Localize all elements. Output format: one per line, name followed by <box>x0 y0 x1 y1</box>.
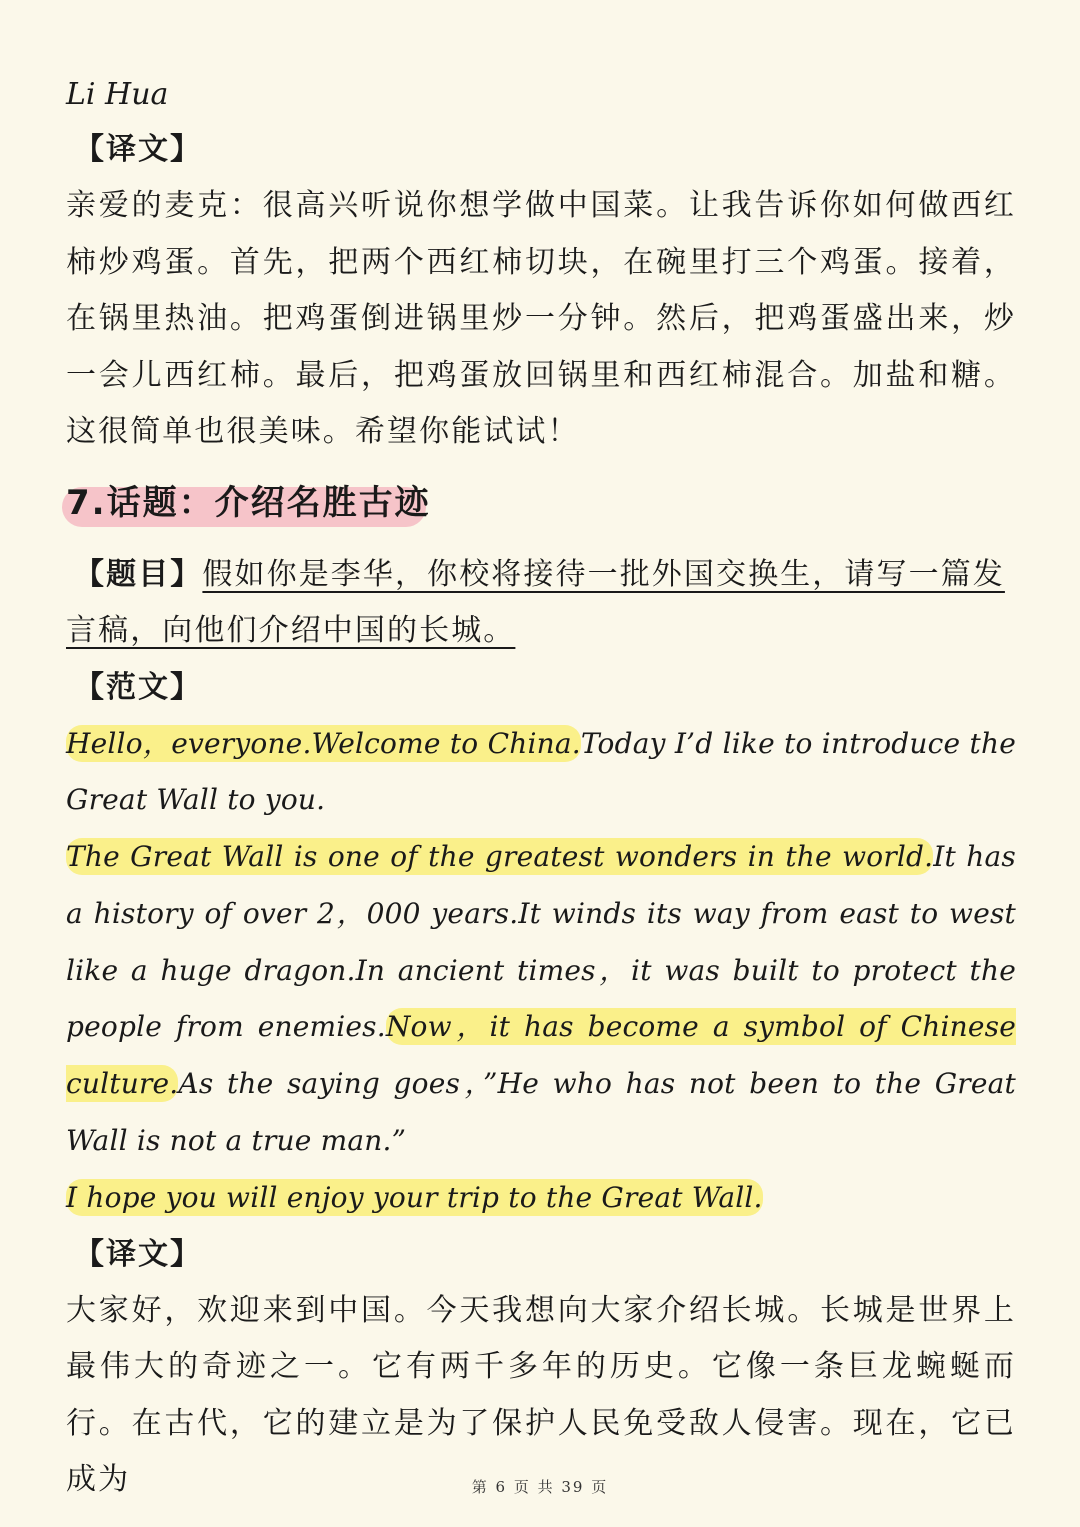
translation-paragraph: 亲爱的麦克：很高兴听说你想学做中国菜。让我告诉你如何做西红柿炒鸡蛋。首先，把两个西红柿切块，在碗里打三个鸡蛋。接着，在锅里热油。把鸡蛋倒进锅里炒一分钟。然后，把鸡蛋盛出来，炒一会儿西红柿。最后，把鸡蛋放回锅里和西红柿混合。加盐和糖。这很简单也很美味。希望你能试试！ <box>66 188 1016 449</box>
topic-heading-block <box>66 473 1016 537</box>
essay-paragraph-3 <box>66 1170 1016 1227</box>
model-essay-label: 【范文】 <box>74 669 202 705</box>
topic-heading: 7.话题：介绍名胜古迹 <box>66 482 431 523</box>
letter-signature: Li Hua <box>66 77 169 112</box>
essay-highlight: I hope you will enjoy your trip to the Great Wall. <box>66 1180 763 1214</box>
prompt-text: 假如你是李华，你校将接待一批外国交换生，请写一篇发言稿，向他们介绍中国的长城。 <box>66 556 1005 648</box>
prompt-paragraph <box>66 547 1016 660</box>
page-content <box>66 70 1016 1509</box>
page-footer: 第 6 页 共 39 页 <box>471 1478 609 1496</box>
essay-highlight: The Great Wall is one of the greatest wonders in the world. <box>66 840 934 874</box>
translation-paragraph: 大家好，欢迎来到中国。今天我想向大家介绍长城。长城是世界上最伟大的奇迹之一。它有两千多年的历史。它像一条巨龙蜿蜒而行。在古代，它的建立是为了保护人民免受敌人侵害。现在，它已成为 <box>66 1292 1016 1498</box>
essay-highlight: Hello，everyone.Welcome to China. <box>66 726 581 760</box>
translation-label: 【译文】 <box>74 1236 202 1272</box>
essay-text: Today I’d like to introduce the Great Wall to you. <box>66 726 1016 817</box>
essay-text: As the saying goes，”He who has not been to the Great Wall is not a true man.” <box>66 1067 1016 1158</box>
essay-paragraph-2 <box>66 829 1016 1170</box>
prompt-label: 【题目】 <box>74 556 203 592</box>
essay-highlight: Now，it has become a symbol of Chinese culture. <box>66 1010 1016 1101</box>
essay-paragraph-1 <box>66 716 1016 830</box>
translation-label: 【译文】 <box>74 132 202 167</box>
essay-text: It has a history of over 2，000 years.It winds its way from east to west like a huge dragon.In ancient times，it was built to protect the people from enemies. <box>66 840 1016 1044</box>
